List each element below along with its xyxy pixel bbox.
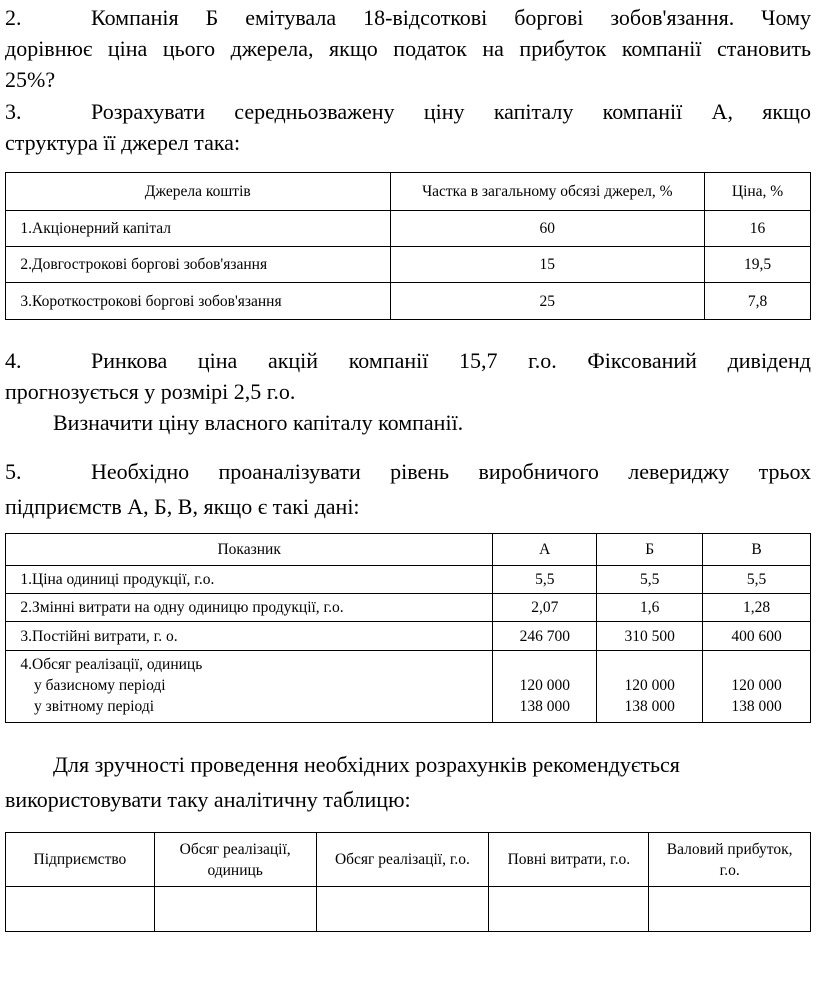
row-label: 1.Ціна одиниці продукції, г.о. <box>6 566 493 594</box>
question-3-line-1: 3. Розрахувати середньозважену ціну капіталу компанії А, якщо <box>5 96 811 127</box>
header-company-v: В <box>703 534 811 566</box>
table-header-row <box>6 833 811 887</box>
row-label: 2.Довгострокові боргові зобов'язання <box>6 247 391 283</box>
question-4-line-2: прогнозується у розмірі 2,5 г.о. <box>5 379 296 404</box>
question-5-number: 5. <box>5 459 22 484</box>
empty-cell <box>154 887 316 932</box>
question-2 <box>5 2 811 95</box>
empty-cell <box>6 887 155 932</box>
header-sales-units: Обсяг реалізації, одиниць <box>154 833 316 887</box>
question-3-number: 3. <box>5 99 22 124</box>
question-2-line-3: 25%? <box>5 67 56 92</box>
value-b: 120 000 138 000 <box>597 651 703 723</box>
value-v: 400 600 <box>703 622 811 651</box>
price-cell: 19,5 <box>705 247 811 283</box>
empty-cell <box>489 887 649 932</box>
table-row <box>6 622 811 651</box>
table-row <box>6 566 811 594</box>
row-label: 3.Короткострокові боргові зобов'язання <box>6 283 391 320</box>
question-5-line-2: підприємств А, Б, В, якщо є такі дані: <box>5 494 360 519</box>
value-a: 2,07 <box>493 594 597 622</box>
table-row <box>6 594 811 622</box>
header-price: Ціна, % <box>705 173 811 211</box>
empty-cell <box>649 887 811 932</box>
value-v: 1,28 <box>703 594 811 622</box>
share-cell: 25 <box>390 283 705 320</box>
value-v: 5,5 <box>703 566 811 594</box>
analytical-table <box>5 832 811 932</box>
question-4-number: 4. <box>5 348 22 373</box>
header-company-b: Б <box>597 534 703 566</box>
row-label: 3.Постійні витрати, г. о. <box>6 622 493 651</box>
question-3-line-2: структура її джерел така: <box>5 130 241 155</box>
table-row <box>6 651 811 723</box>
question-4-line-1: 4. Ринкова ціна акцій компанії 15,7 г.о. Фіксований дивіденд <box>5 345 811 376</box>
table-row <box>6 211 811 247</box>
header-enterprise: Підприємство <box>6 833 155 887</box>
question-5 <box>5 456 811 522</box>
empty-cell <box>316 887 489 932</box>
table-row <box>6 887 811 932</box>
question-2-number: 2. <box>5 5 22 30</box>
value-v: 120 000 138 000 <box>703 651 811 723</box>
row-label: 4.Обсяг реалізації, одиниць у базисному періоді у звітному періоді <box>6 651 493 723</box>
row-label: 2.Змінні витрати на одну одиницю продукції, г.о. <box>6 594 493 622</box>
price-cell: 7,8 <box>705 283 811 320</box>
header-share: Частка в загальному обсязі джерел, % <box>390 173 705 211</box>
value-a: 246 700 <box>493 622 597 651</box>
recommendation-note <box>5 749 811 815</box>
header-indicator: Показник <box>6 534 493 566</box>
question-2-line-1: 2. Компанія Б емітувала 18-відсоткові боргові зобов'язання. Чому <box>5 2 811 33</box>
question-5-line-1: 5. Необхідно проаналізувати рівень виробничого левериджу трьох <box>5 456 811 487</box>
note-line-1: Для зручності проведення необхідних розрахунків рекомендується <box>53 752 680 777</box>
report-period-label: у звітному періоді <box>34 698 155 715</box>
value-b: 1,6 <box>597 594 703 622</box>
question-3 <box>5 96 811 158</box>
table-header-row <box>6 534 811 566</box>
value-b: 5,5 <box>597 566 703 594</box>
leverage-data-table <box>5 533 811 723</box>
question-4 <box>5 345 811 438</box>
share-cell: 15 <box>390 247 705 283</box>
header-total-costs: Повні витрати, г.о. <box>489 833 649 887</box>
question-2-line-2: дорівнює ціна цього джерела, якщо податок на прибуток компанії становить <box>5 36 811 61</box>
row-label: 1.Акціонерний капітал <box>6 211 391 247</box>
question-4-line-3: Визначити ціну власного капіталу компанії. <box>53 410 464 435</box>
base-period-label: у базисному періоді <box>34 677 166 694</box>
table-row <box>6 247 811 283</box>
capital-structure-table <box>5 172 811 320</box>
share-cell: 60 <box>390 211 705 247</box>
header-sources: Джерела коштів <box>6 173 391 211</box>
price-cell: 16 <box>705 211 811 247</box>
header-gross-profit: Валовий прибуток, г.о. <box>649 833 811 887</box>
value-a: 5,5 <box>493 566 597 594</box>
value-b: 310 500 <box>597 622 703 651</box>
value-a: 120 000 138 000 <box>493 651 597 723</box>
table-row <box>6 283 811 320</box>
header-company-a: А <box>493 534 597 566</box>
header-sales-money: Обсяг реалізації, г.о. <box>316 833 489 887</box>
note-line-2: використовувати таку аналітичну таблицю: <box>5 787 411 812</box>
table-header-row <box>6 173 811 211</box>
